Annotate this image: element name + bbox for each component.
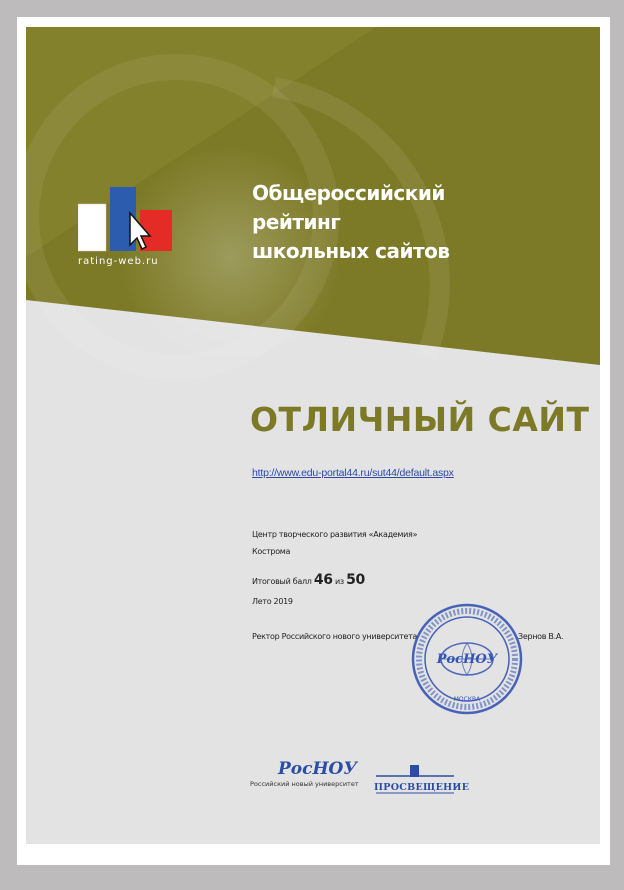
season: Лето 2019 — [252, 597, 293, 606]
signer-position: Ректор Российского нового университета — [252, 632, 418, 641]
score-line — [252, 572, 365, 588]
rating-logo[interactable] — [78, 187, 178, 267]
certificate-title — [252, 179, 449, 266]
signer-name: Зернов В.А. — [518, 632, 564, 641]
stamp-ring-text: МОСКВА — [453, 696, 481, 703]
score-label: Итоговый балл — [252, 577, 312, 586]
title-line-2: рейтинг — [252, 210, 341, 234]
score-value: 46 — [313, 572, 333, 588]
rosnou-logo[interactable]: РосНОУ — [278, 759, 358, 779]
certificate — [26, 27, 600, 844]
official-stamp — [409, 601, 525, 717]
title-line-1: Общероссийский — [252, 181, 445, 205]
site-link[interactable]: http://www.edu-portal44.ru/sut44/default.aspx — [252, 467, 454, 479]
organization-name: Центр творческого развития «Академия» — [252, 530, 418, 539]
rosnou-caption: Российский новый университет — [250, 780, 359, 788]
publisher-name: ПРОСВЕЩЕНИЕ — [374, 782, 470, 793]
score-of: из — [334, 577, 344, 586]
score-max: 50 — [346, 572, 365, 588]
city: Кострома — [252, 547, 291, 556]
award-title: ОТЛИЧНЫЙ САЙТ — [250, 400, 590, 439]
logo-caption: rating-web.ru — [78, 256, 159, 267]
title-line-3: школьных сайтов — [252, 239, 450, 263]
stamp-center-text: РосНОУ — [436, 652, 498, 667]
